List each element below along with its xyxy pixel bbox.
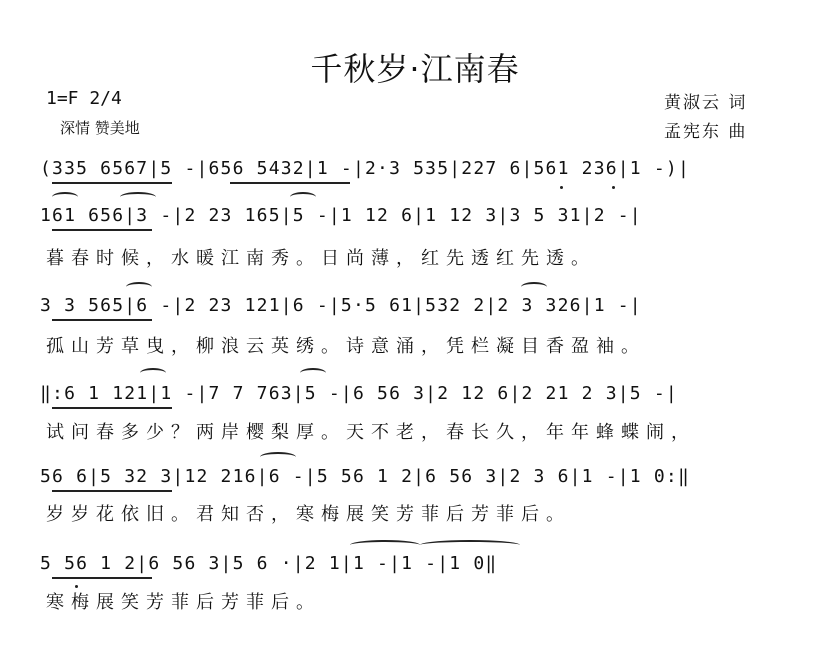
slur-mark <box>120 192 156 202</box>
composer-credit: 孟宪东 曲 <box>664 122 748 142</box>
score-line-1-notes: (335 6567|5 -|656 5432|1 -|2·3 535|227 6|561 236|1 -)| <box>40 158 690 179</box>
lyricist-credit: 黄淑云 词 <box>664 93 748 113</box>
score-line-3-lyrics: 孤山芳草曳，柳浪云英绣。诗意涌，凭栏凝目香盈袖。 <box>46 336 646 357</box>
expression-marking: 深情 赞美地 <box>60 119 140 137</box>
octave-dot <box>75 585 78 588</box>
slur-mark <box>350 540 420 550</box>
beam-underline <box>52 182 172 184</box>
score-line-3-notes: 3 3 565|6 -|2 23 121|6 -|5·5 61|532 2|2 3 326|1 -| <box>40 295 642 316</box>
slur-mark <box>140 368 166 378</box>
score-line-2-notes: 161 656|3 -|2 23 165|5 -|1 12 6|1 12 3|3 5 31|2 -| <box>40 205 642 226</box>
slur-mark <box>126 282 152 292</box>
slur-mark <box>290 192 316 202</box>
octave-dot <box>560 186 563 189</box>
score-line-2-lyrics: 暮春时候，水暖江南秀。日尚薄，红先透红先透。 <box>46 248 596 269</box>
score-line-6-lyrics: 寒梅展笑芳菲后芳菲后。 <box>46 592 321 613</box>
octave-dot <box>612 186 615 189</box>
key-time-signature: 1=F 2/4 <box>46 88 122 109</box>
score-line-4-notes: ‖:6 1 121|1 -|7 7 763|5 -|6 56 3|2 12 6|2 21 2 3|5 -| <box>40 383 678 404</box>
slur-mark <box>52 192 78 202</box>
beam-underline <box>52 229 152 231</box>
beam-underline <box>52 490 172 492</box>
score-line-5-lyrics: 岁岁花依旧。君知否，寒梅展笑芳菲后芳菲后。 <box>46 504 571 525</box>
beam-underline <box>230 182 350 184</box>
score-line-5-notes: 56 6|5 32 3|12 216|6 -|5 56 1 2|6 56 3|2 3 6|1 -|1 0:‖ <box>40 466 690 487</box>
song-title: 千秋岁·江南春 <box>310 50 520 88</box>
beam-underline <box>52 319 152 321</box>
beam-underline <box>52 407 172 409</box>
slur-mark <box>300 368 326 378</box>
slur-mark <box>260 452 296 462</box>
score-line-4-lyrics: 试问春多少？两岸樱梨厚。天不老，春长久，年年蜂蝶闹， <box>46 422 696 443</box>
slur-mark <box>420 540 520 550</box>
score-line-6-notes: 5 56 1 2|6 56 3|5 6 ·|2 1|1 -|1 -|1 0‖ <box>40 553 498 574</box>
slur-mark <box>521 282 547 292</box>
beam-underline <box>52 577 152 579</box>
